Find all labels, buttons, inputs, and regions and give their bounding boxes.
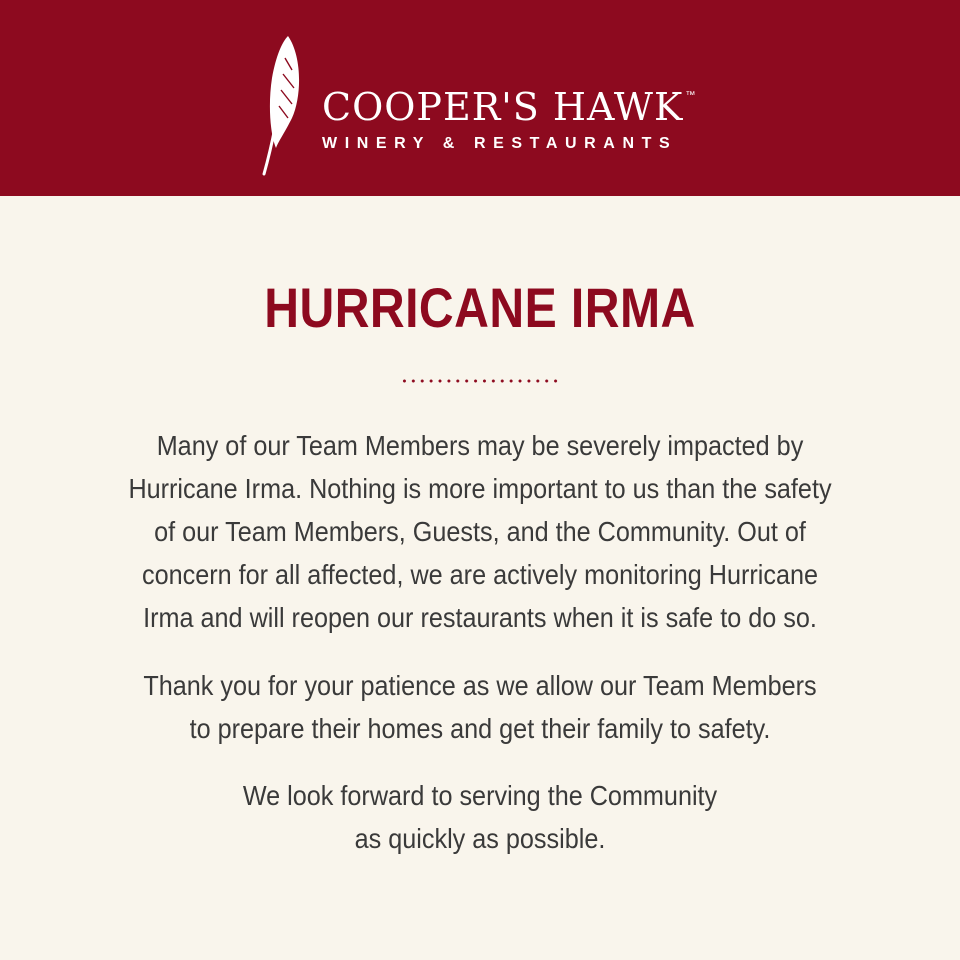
- paragraph-line: as quickly as possible.: [354, 823, 606, 854]
- notice-paragraph-1: [40, 424, 920, 639]
- paragraph-line: We look forward to serving the Community: [242, 780, 718, 811]
- trademark: ™: [685, 90, 696, 101]
- paragraph-line: to prepare their homes and get their family to safety.: [189, 713, 771, 744]
- paragraph-line: Many of our Team Members may be severely impacted by: [156, 430, 804, 461]
- header-banner: [0, 0, 960, 196]
- notice-paragraph-3: [40, 774, 920, 860]
- brand-logo: [322, 74, 695, 153]
- paragraph-line: Thank you for your patience as we allow our Team Members: [143, 670, 817, 701]
- feather-icon: [258, 34, 308, 176]
- paragraph-line: of our Team Members, Guests, and the Community. Out of: [154, 516, 806, 547]
- dotted-divider: [400, 378, 560, 384]
- brand-name: COOPER'S HAWK ™: [322, 85, 696, 129]
- paragraph-line: concern for all affected, we are actively monitoring Hurricane: [141, 559, 819, 590]
- brand-tagline: WINERY & RESTAURANTS: [322, 135, 678, 152]
- page-title: HURRICANE IRMA: [264, 276, 696, 339]
- paragraph-line: Irma and will reopen our restaurants when it is safe to do so.: [143, 602, 817, 633]
- paragraph-line: Hurricane Irma. Nothing is more important to us than the safety: [128, 473, 832, 504]
- notice-paragraph-2: [40, 664, 920, 750]
